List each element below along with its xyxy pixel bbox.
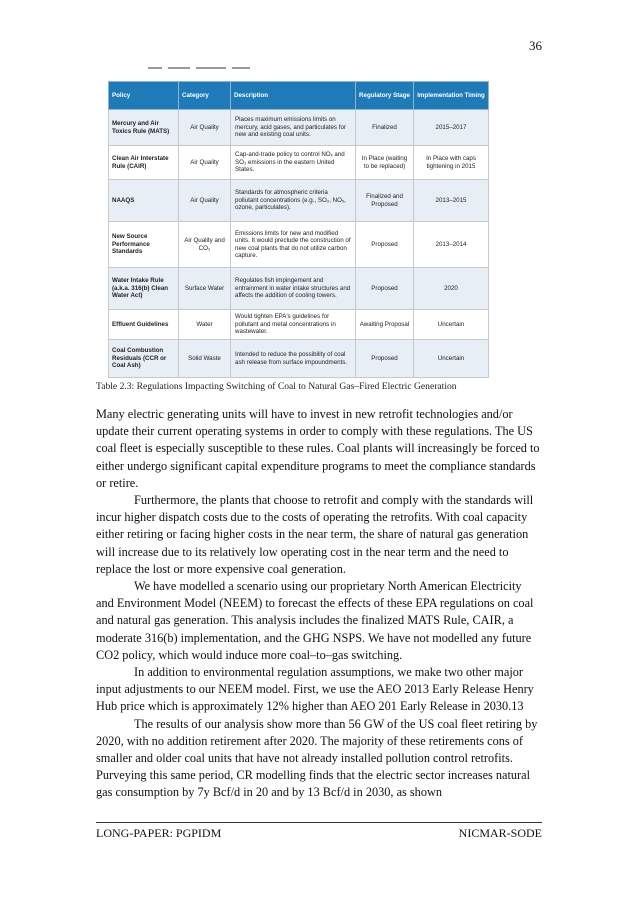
paragraph: We have modelled a scenario using our proprietary North American Electricity and Environment Model (NEEM) to forecast the effects of these EPA regulations on coal and natural gas generation. This analysis includes the finalized MATS Rule, CAIR, a moderate 316(b) implementation, and the GHG NSPS. We have not modelled any future CO2 policy, which would induce more coal–to–gas switching. (96, 579, 534, 662)
description-cell: Would tighten EPA's guidelines for pollutant and metal concentrations in wastewater. (231, 310, 356, 340)
category-cell: Air Quality (179, 110, 231, 146)
description-cell: Regulates fish impingement and entrainment in water intake structures and affects the addition of cooling towers. (231, 268, 356, 310)
table-row (109, 146, 489, 180)
timing-cell: In Place with caps tightening in 2015 (414, 146, 489, 180)
paragraph: In addition to environmental regulation assumptions, we make two other major input adjustments to our NEEM model. First, we use the AEO 2013 Early Release Henry Hub price which is approximately 12% higher than AEO 201 Early Release in 2030.13 (96, 665, 534, 714)
timing-cell: 2020 (414, 268, 489, 310)
header-description: Description (231, 82, 356, 110)
header-category: Category (179, 82, 231, 110)
stage-cell: Proposed (356, 340, 414, 378)
footer-right-text: NICMAR-SODE (458, 826, 542, 840)
paragraph: The results of our analysis show more than 56 GW of the US coal fleet retiring by 2020, with no addition retirement after 2020. The majority of these retirements cons of smaller and older coal units that have not already installed pollution control retrofits. Purveying this same period, CR modelling finds that the electric sector increases natural gas consumption by 7y Bcf/d in 20 and by 13 Bcf/d in 2030, as shown (96, 716, 538, 800)
category-cell: Air Quality (179, 146, 231, 180)
stage-cell: Awaiting Proposal (356, 310, 414, 340)
table-row (109, 340, 489, 378)
stage-cell: In Place (waiting to be replaced) (356, 146, 414, 180)
stage-cell: Proposed (356, 222, 414, 268)
footer-left-text: LONG-PAPER: PGPIDM (96, 826, 222, 840)
policy-cell: Effluent Guidelines (109, 310, 179, 340)
timing-cell: Uncertain (414, 340, 489, 378)
regulations-table (108, 81, 489, 378)
header-policy: Policy (109, 82, 179, 110)
table-row (109, 268, 489, 310)
category-cell: Surface Water (179, 268, 231, 310)
policy-cell: Clean Air Interstate Rule (CAIR) (109, 146, 179, 180)
table-row (109, 180, 489, 222)
body-text (96, 406, 542, 802)
regulations-table-image (108, 81, 488, 378)
table-row (109, 310, 489, 340)
policy-cell: Water Intake Rule (a.k.a. 316(b) Clean Water Act) (109, 268, 179, 310)
description-cell: Standards for atmospheric criteria pollutant concentrations (e.g., SO₂, NOₓ, ozone, particulates). (231, 180, 356, 222)
policy-cell: Coal Combustion Residuals (CCR or Coal Ash) (109, 340, 179, 378)
paragraph: Furthermore, the plants that choose to retrofit and comply with the standards will incur higher dispatch costs due to the costs of operating the retrofits. With coal capacity either retiring or facing higher costs in the near term, the share of natural gas generation will increase due to its relatively low operating cost in the near term and the need to replace the lost or more expensive coal generation. (96, 493, 534, 576)
table-row (109, 222, 489, 268)
footer-divider (96, 822, 542, 823)
stage-cell: Finalized and Proposed (356, 180, 414, 222)
page-number: 36 (529, 38, 542, 53)
description-cell: Emissions limits for new and modified units. It would preclude the construction of new coal plants that do not utilize carbon capture. (231, 222, 356, 268)
timing-cell: Uncertain (414, 310, 489, 340)
cropped-heading-remnant (148, 67, 278, 75)
category-cell: Solid Waste (179, 340, 231, 378)
category-cell: Air Quality (179, 180, 231, 222)
table-row (109, 110, 489, 146)
policy-cell: New Source Performance Standards (109, 222, 179, 268)
header-implementation-timing: Implementation Timing (414, 82, 489, 110)
stage-cell: Proposed (356, 268, 414, 310)
timing-cell: 2013–2015 (414, 180, 489, 222)
policy-cell: NAAQS (109, 180, 179, 222)
timing-cell: 2015–2017 (414, 110, 489, 146)
description-cell: Places maximum emissions limits on mercury, acid gases, and particulates for new and existing coal units. (231, 110, 356, 146)
category-cell: Water (179, 310, 231, 340)
stage-cell: Finalized (356, 110, 414, 146)
paragraph: Many electric generating units will have to invest in new retrofit technologies and/or update their current operating systems in order to comply with these regulations. The US coal fleet is especially susceptible to these rules. Coal plants will increasingly be forced to either undergo significant capital expenditure programs to meet the compliance standards or retire. (96, 407, 540, 490)
policy-cell: Mercury and Air Toxics Rule (MATS) (109, 110, 179, 146)
description-cell: Intended to reduce the possibility of coal ash release from surface impoundments. (231, 340, 356, 378)
timing-cell: 2013–2014 (414, 222, 489, 268)
category-cell: Air Quality and CO₂ (179, 222, 231, 268)
table-caption: Table 2.3: Regulations Impacting Switching of Coal to Natural Gas–Fired Electric Generation (96, 381, 457, 392)
table-header-row (109, 82, 489, 110)
header-regulatory-stage: Regulatory Stage (356, 82, 414, 110)
description-cell: Cap-and-trade policy to control NOₓ and SO₂ emissions in the eastern United States. (231, 146, 356, 180)
